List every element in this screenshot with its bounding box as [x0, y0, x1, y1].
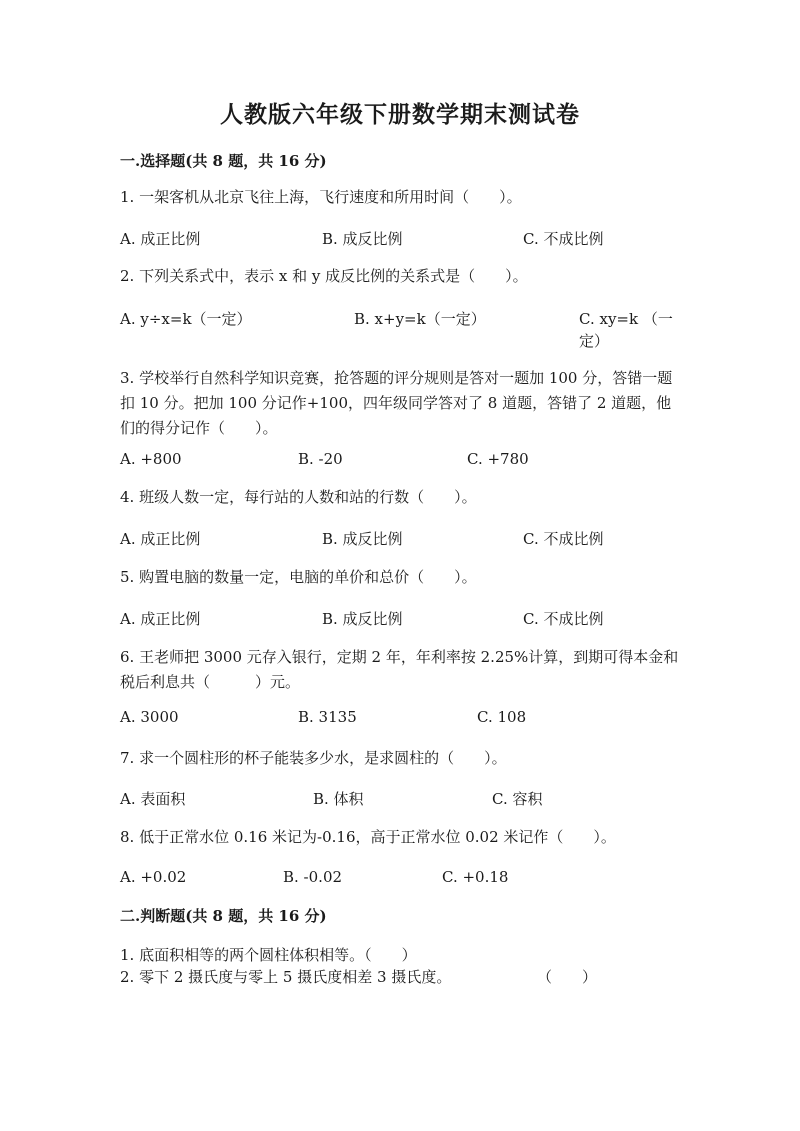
q3-option-b: B. -20: [298, 450, 343, 468]
q1-option-b: B. 成反比例: [322, 230, 403, 248]
question-7: 7. 求一个圆柱形的杯子能装多少水，是求圆柱的（ ）。: [120, 749, 507, 767]
question-2: 2. 下列关系式中，表示 x 和 y 成反比例的关系式是（ ）。: [120, 267, 528, 285]
judgement-2-answer-blank: （ ）: [537, 968, 598, 986]
q4-option-a: A. 成正比例: [120, 530, 201, 548]
q2-option-a: A. y÷x=k（一定）: [120, 310, 252, 328]
judgement-2: 2. 零下 2 摄氏度与零上 5 摄氏度相差 3 摄氏度。: [120, 968, 452, 986]
q7-option-c: C. 容积: [492, 790, 543, 808]
q8-option-b: B. -0.02: [283, 868, 343, 886]
q5-option-c: C. 不成比例: [523, 610, 604, 628]
page-title: 人教版六年级下册数学期末测试卷: [220, 101, 580, 128]
q5-option-b: B. 成反比例: [322, 610, 403, 628]
section-heading-judgement: 二.判断题(共 8 题，共 16 分): [120, 907, 327, 925]
judgement-1: 1. 底面积相等的两个圆柱体积相等。（ ）: [120, 946, 417, 964]
q3-option-a: A. +800: [120, 450, 182, 468]
question-6: 6. 王老师把 3000 元存入银行，定期 2 年，年利率按 2.25%计算，到期可得本金和税后利息共（ ）元。: [120, 648, 679, 691]
question-1: 1. 一架客机从北京飞往上海，飞行速度和所用时间（ ）。: [120, 188, 522, 206]
q8-option-c: C. +0.18: [442, 868, 509, 886]
q3-option-c: C. +780: [467, 450, 529, 468]
q2-option-b: B. x+y=k（一定）: [354, 310, 486, 328]
q1-option-c: C. 不成比例: [523, 230, 604, 248]
q4-option-b: B. 成反比例: [322, 530, 403, 548]
q8-option-a: A. +0.02: [120, 868, 187, 886]
q5-option-a: A. 成正比例: [120, 610, 201, 628]
question-4: 4. 班级人数一定，每行站的人数和站的行数（ ）。: [120, 488, 477, 506]
q2-option-c: C. xy=k （一定）: [579, 310, 673, 350]
q7-option-a: A. 表面积: [120, 790, 186, 808]
q1-option-a: A. 成正比例: [120, 230, 201, 248]
question-3: 3. 学校举行自然科学知识竞赛，抢答题的评分规则是答对一题加 100 分，答错一题扣 10 分。把加 100 分记作+100，四年级同学答对了 8 道题，答错了 2 道题，他们的得分记作（ ）。: [120, 369, 673, 437]
q7-option-b: B. 体积: [313, 790, 364, 808]
q6-option-c: C. 108: [477, 708, 527, 726]
section-heading-choice: 一.选择题(共 8 题，共 16 分): [120, 152, 327, 170]
q4-option-c: C. 不成比例: [523, 530, 604, 548]
q6-option-a: A. 3000: [120, 708, 179, 726]
question-8: 8. 低于正常水位 0.16 米记为-0.16，高于正常水位 0.02 米记作（ ）。: [120, 828, 616, 846]
q6-option-b: B. 3135: [298, 708, 357, 726]
question-5: 5. 购置电脑的数量一定，电脑的单价和总价（ ）。: [120, 568, 477, 586]
